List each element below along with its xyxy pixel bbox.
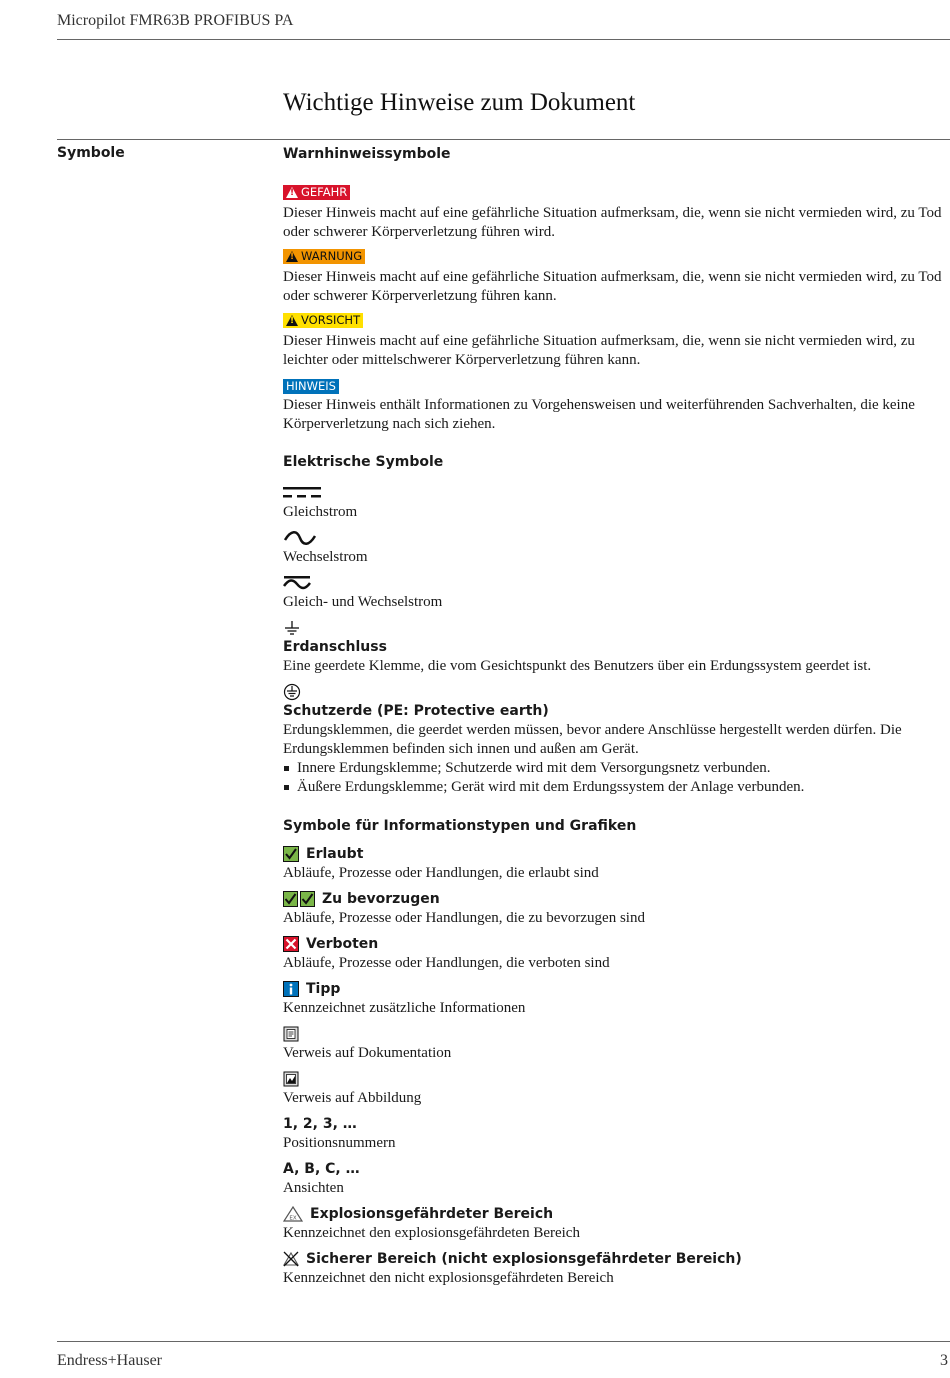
- tip-title: Tipp: [306, 980, 341, 997]
- forbidden-text: Abläufe, Prozesse oder Handlungen, die verboten sind: [283, 955, 610, 971]
- safe-area-icon: [283, 1251, 299, 1267]
- danger-badge: ! GEFAHR: [283, 185, 350, 200]
- safe-text: Kennzeichnet den nicht explosionsgefährdeten Bereich: [283, 1270, 614, 1286]
- figref-block: [283, 1069, 948, 1108]
- earth-text: Eine geerdete Klemme, die vom Gesichtspunkt des Benutzers über ein Erdungssystem geerdet ist.: [283, 658, 872, 674]
- positions-text: Positionsnummern: [283, 1135, 396, 1151]
- list-item: Äußere Erdungsklemme; Gerät wird mit dem Erdungssystem der Anlage verbunden.: [283, 778, 948, 797]
- safe-block: [283, 1249, 948, 1288]
- notice-text: Dieser Hinweis enthält Informationen zu Vorgehensweisen und weiterführenden Sachverhalten, die keine Körperverletzung nach sich ziehen.: [283, 397, 915, 432]
- ground-icon: [283, 620, 301, 636]
- tip-block: [283, 979, 948, 1018]
- protective-earth-icon: [283, 683, 301, 701]
- svg-text:EX: EX: [289, 1215, 297, 1222]
- page-number: 3: [940, 1352, 948, 1369]
- forbidden-block: [283, 934, 948, 973]
- ex-block: [283, 1204, 948, 1243]
- safe-title: Sicherer Bereich (nicht explosionsgefährdeter Bereich): [306, 1250, 742, 1267]
- preferred-block: [283, 889, 948, 928]
- warnings-heading: Warnhinweissymbole: [283, 146, 451, 162]
- danger-text: Dieser Hinweis macht auf eine gefährliche Situation aufmerksam, die, wenn sie nicht vermieden wird, zu Tod oder schwerer Körperverletzung führen wird.: [283, 205, 942, 240]
- footer-rule: [57, 1341, 950, 1342]
- acdc-symbol-block: [283, 573, 948, 612]
- side-label: Symbole: [57, 145, 125, 161]
- figref-text: Verweis auf Abbildung: [283, 1090, 422, 1106]
- preferred-check-icon: [283, 891, 315, 907]
- pe-symbol-block: [283, 682, 948, 797]
- caution-text: Dieser Hinweis macht auf eine gefährliche Situation aufmerksam, die, wenn sie nicht vermieden wird, zu leichter oder mittelschwerer Körperverletzung führen kann.: [283, 333, 915, 368]
- electrical-heading: Elektrische Symbole: [283, 454, 444, 470]
- warning-warning: [283, 249, 948, 306]
- positions-title: 1, 2, 3, …: [283, 1116, 357, 1132]
- allowed-check-icon: [283, 846, 299, 862]
- views-block: [283, 1159, 948, 1198]
- allowed-text: Abläufe, Prozesse oder Handlungen, die erlaubt sind: [283, 865, 599, 881]
- tip-text: Kennzeichnet zusätzliche Informationen: [283, 1000, 526, 1016]
- ac-dc-icon: [283, 575, 311, 591]
- content-column: [283, 145, 948, 1294]
- warning-badge: ! WARNUNG: [283, 249, 365, 264]
- chapter-rule: [57, 139, 950, 140]
- ac-label: Wechselstrom: [283, 549, 368, 565]
- docref-text: Verweis auf Dokumentation: [283, 1045, 452, 1061]
- allowed-title: Erlaubt: [306, 845, 364, 862]
- warning-text: Dieser Hinweis macht auf eine gefährliche Situation aufmerksam, die, wenn sie nicht vermieden wird, zu Tod oder schwerer Körperverletzung führen kann.: [283, 269, 942, 304]
- pe-title: Schutzerde (PE: Protective earth): [283, 703, 549, 719]
- allowed-block: [283, 844, 948, 883]
- warning-notice: [283, 377, 948, 434]
- caution-badge: ! VORSICHT: [283, 313, 363, 328]
- acdc-label: Gleich- und Wechselstrom: [283, 594, 443, 610]
- forbidden-cross-icon: [283, 936, 299, 952]
- warning-danger: [283, 185, 948, 242]
- views-title: A, B, C, …: [283, 1161, 360, 1177]
- footer-brand: Endress+Hauser: [57, 1352, 162, 1369]
- explosion-hazard-icon: [283, 1206, 303, 1222]
- ex-text: Kennzeichnet den explosionsgefährdeten Bereich: [283, 1225, 580, 1241]
- views-text: Ansichten: [283, 1180, 344, 1196]
- ac-symbol-block: [283, 528, 948, 567]
- pe-bullet-list: [283, 759, 948, 797]
- warning-triangle-icon: [286, 187, 298, 198]
- warning-triangle-icon: [286, 251, 298, 262]
- chapter-title: Wichtige Hinweise zum Dokument: [283, 89, 636, 116]
- earth-symbol-block: [283, 618, 948, 676]
- earth-title: Erdanschluss: [283, 639, 387, 655]
- info-tip-icon: [283, 981, 299, 997]
- pe-text: Erdungsklemmen, die geerdet werden müssen, bevor andere Anschlüsse hergestellt werden dürfen. Die Erdungsklemmen befinden sich innen und außen am Gerät.: [283, 722, 902, 757]
- header-rule: [57, 39, 950, 40]
- docref-block: [283, 1024, 948, 1063]
- preferred-title: Zu bevorzugen: [322, 890, 440, 907]
- warning-caution: [283, 313, 948, 370]
- list-item: Innere Erdungsklemme; Schutzerde wird mit dem Versorgungsnetz verbunden.: [283, 759, 948, 778]
- figure-reference-icon: [283, 1071, 299, 1087]
- document-reference-icon: [283, 1026, 299, 1042]
- positions-block: [283, 1114, 948, 1153]
- ex-title: Explosionsgefährdeter Bereich: [310, 1205, 554, 1222]
- dc-label: Gleichstrom: [283, 504, 358, 520]
- info-heading: Symbole für Informationstypen und Grafiken: [283, 818, 637, 834]
- forbidden-title: Verboten: [306, 935, 379, 952]
- preferred-text: Abläufe, Prozesse oder Handlungen, die zu bevorzugen sind: [283, 910, 645, 926]
- dc-symbol-block: [283, 483, 948, 522]
- notice-badge: HINWEIS: [283, 379, 339, 394]
- warning-triangle-icon: [286, 315, 298, 326]
- header-title: Micropilot FMR63B PROFIBUS PA: [57, 12, 294, 29]
- alternating-current-icon: [283, 530, 317, 546]
- direct-current-icon: [283, 486, 321, 500]
